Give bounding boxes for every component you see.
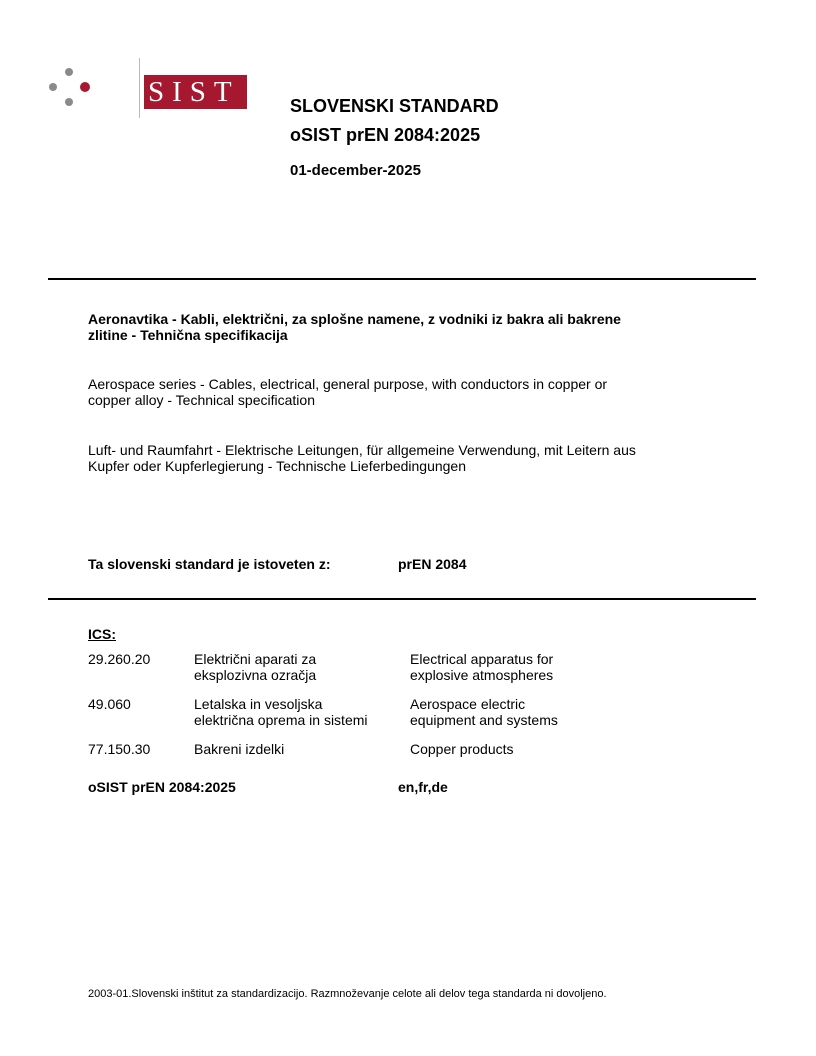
ics-code: 77.150.30 (88, 741, 151, 757)
ics-code: 29.260.20 (88, 651, 151, 667)
ics-english (410, 696, 640, 728)
title-slovenian-line1: Aeronavtika - Kabli, električni, za splošne namene, z vodniki iz bakra ali bakrene (88, 311, 621, 327)
ics-english-line2: explosive atmospheres (410, 667, 554, 683)
ics-slovenian (194, 741, 404, 757)
title-german-line1: Luft- und Raumfahrt - Elektrische Leitungen, für allgemeine Verwendung, mit Leitern aus (88, 442, 636, 458)
ics-slovenian (194, 696, 404, 728)
standard-type: SLOVENSKI STANDARD (290, 96, 499, 116)
title-german-line2: Kupfer oder Kupferlegierung - Technische Lieferbedingungen (88, 458, 467, 474)
title-english (88, 376, 728, 408)
logo-dot-left (49, 83, 57, 91)
ics-slovenian-line2: električna oprema in sistemi (194, 712, 368, 728)
logo-divider (139, 58, 140, 118)
copyright-footer: 2003-01.Slovenski inštitut za standardizacijo. Razmnoževanje celote ali delov tega standarda ni dovoljeno. (88, 988, 607, 1000)
sist-logo (44, 56, 240, 120)
ics-label: ICS: (88, 626, 116, 642)
title-slovenian (88, 311, 728, 343)
ics-english (410, 651, 640, 683)
standard-date: 01-december-2025 (290, 162, 421, 179)
document-languages: en,fr,de (398, 779, 448, 795)
logo-dot-red (80, 82, 90, 92)
logo-text: SIST (148, 76, 240, 108)
title-english-line1: Aerospace series - Cables, electrical, general purpose, with conductors in copper or (88, 376, 608, 392)
logo-dot-bottom (65, 98, 73, 106)
identity-value: prEN 2084 (398, 556, 467, 572)
ics-slovenian-line1: Električni aparati za (194, 651, 317, 667)
logo-dot-top (65, 68, 73, 76)
document-code: oSIST prEN 2084:2025 (88, 779, 236, 795)
title-english-line2: copper alloy - Technical specification (88, 392, 315, 408)
ics-english-line2: equipment and systems (410, 712, 558, 728)
ics-slovenian-line2: eksplozivna ozračja (194, 667, 317, 683)
ics-slovenian-line1: Letalska in vesoljska (194, 696, 323, 712)
ics-english-line1: Aerospace electric (410, 696, 526, 712)
ics-code: 49.060 (88, 696, 131, 712)
top-rule (48, 278, 756, 280)
ics-slovenian-line1: Bakreni izdelki (194, 741, 285, 757)
middle-rule (48, 598, 756, 600)
ics-english-line1: Copper products (410, 741, 514, 757)
ics-english (410, 741, 640, 757)
title-slovenian-line2: zlitine - Tehnična specifikacija (88, 327, 288, 343)
ics-slovenian (194, 651, 404, 683)
identity-label: Ta slovenski standard je istoveten z: (88, 556, 331, 572)
standard-code: oSIST prEN 2084:2025 (290, 125, 481, 145)
ics-english-line1: Electrical apparatus for (410, 651, 554, 667)
title-german (88, 442, 748, 474)
